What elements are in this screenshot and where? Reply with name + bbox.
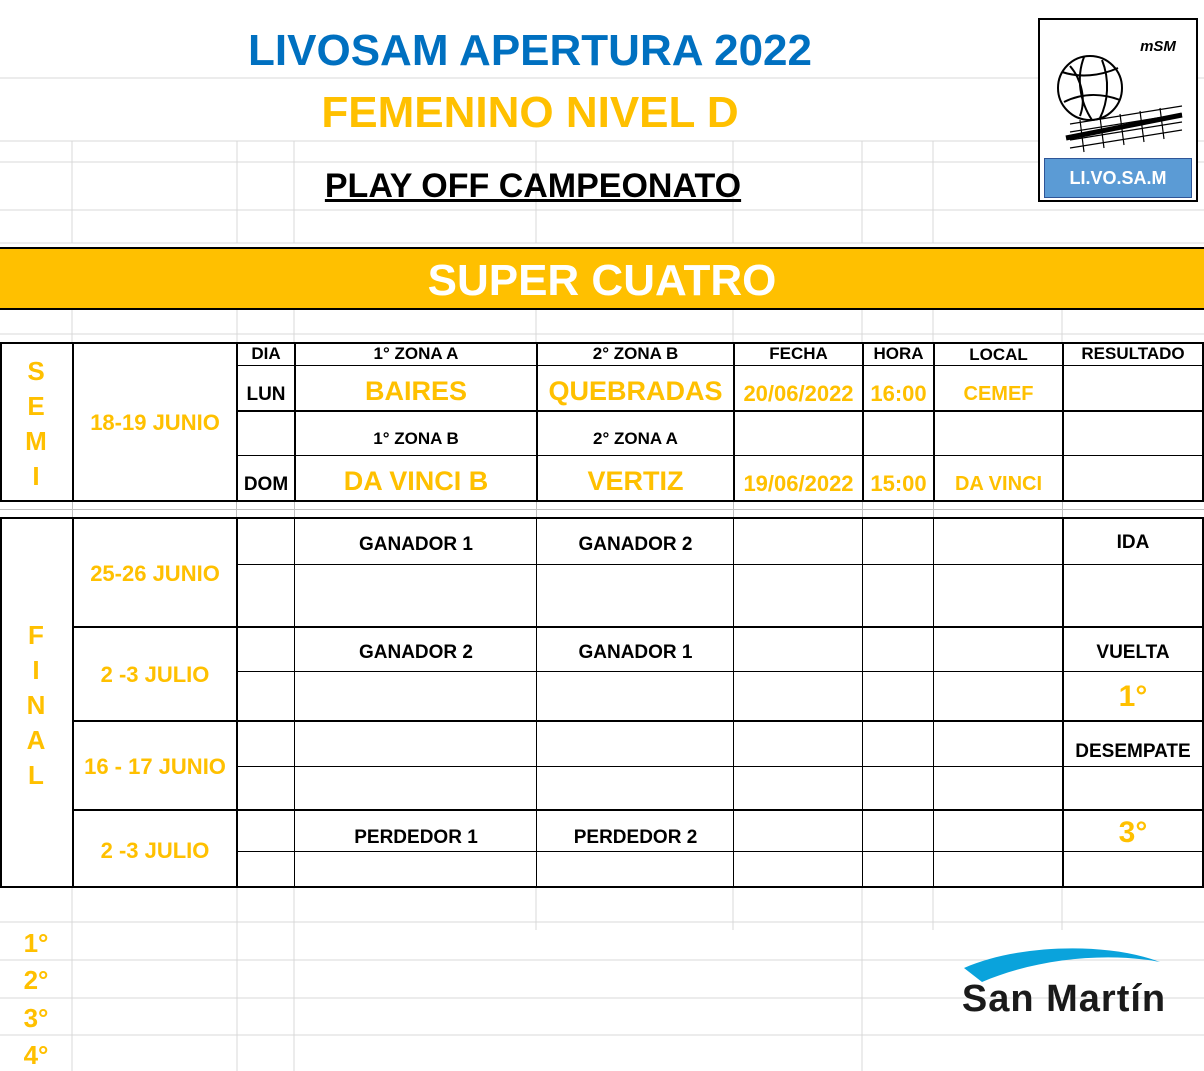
- standing-position: 1°: [23, 928, 49, 958]
- final-letter: L: [28, 760, 44, 790]
- semi-letter: M: [25, 426, 47, 456]
- col-local: LOCAL: [969, 345, 1028, 364]
- ida-result-label: IDA: [1116, 532, 1150, 553]
- match2-day: DOM: [243, 474, 289, 495]
- third-place-label: 3°: [1118, 816, 1148, 849]
- semi-letter: S: [27, 356, 45, 386]
- col-dia: DIA: [251, 344, 281, 363]
- col-fecha: FECHA: [769, 344, 828, 363]
- sponsor-logo: [928, 940, 1200, 1030]
- tercero-dates: 2 -3 JULIO: [100, 838, 210, 863]
- first-place-label: 1°: [1118, 680, 1148, 713]
- match2-local: DA VINCI: [954, 473, 1043, 495]
- desempate-result-label: DESEMPATE: [1075, 741, 1191, 762]
- match2-away-label: 2° ZONA A: [593, 429, 678, 448]
- match1-away-team: QUEBRADAS: [548, 376, 723, 406]
- semi-dates: 18-19 JUNIO: [90, 410, 220, 435]
- vuelta-home: GANADOR 2: [358, 642, 473, 663]
- page-subtitle: FEMENINO NIVEL D: [321, 88, 739, 137]
- match2-home-team: DA VINCI B: [343, 466, 489, 496]
- match2-fecha: 19/06/2022: [743, 471, 854, 496]
- section-title: PLAY OFF CAMPEONATO: [324, 167, 742, 205]
- match1-away-label: 2° ZONA B: [592, 344, 679, 363]
- vuelta-away: GANADOR 1: [578, 642, 693, 663]
- col-hora: HORA: [873, 344, 924, 363]
- ida-home: GANADOR 1: [358, 534, 473, 555]
- final-letter: A: [26, 725, 46, 755]
- semi-letter: E: [27, 391, 45, 421]
- league-logo: [1038, 18, 1198, 202]
- match2-hora: 15:00: [870, 471, 927, 496]
- ida-away: GANADOR 2: [578, 534, 693, 555]
- match1-hora: 16:00: [870, 381, 927, 406]
- match1-home-team: BAIRES: [364, 376, 467, 406]
- match2-away-team: VERTIZ: [587, 466, 684, 496]
- desempate-dates: 16 - 17 JUNIO: [84, 754, 226, 779]
- logo-mark: mSM: [1140, 38, 1176, 55]
- vuelta-dates: 2 -3 JULIO: [100, 662, 210, 687]
- match1-day: LUN: [246, 384, 286, 405]
- logo-label-box: [1044, 158, 1192, 198]
- match1-fecha: 20/06/2022: [743, 381, 854, 406]
- vuelta-result-label: VUELTA: [1096, 642, 1170, 663]
- page-title: LIVOSAM APERTURA 2022: [248, 26, 812, 75]
- tercero-home: PERDEDOR 1: [354, 827, 478, 848]
- col-resultado: RESULTADO: [1081, 344, 1185, 363]
- standing-position: 4°: [23, 1040, 49, 1070]
- final-letter: N: [26, 690, 46, 720]
- logo-label: LI.VO.SA.M: [1069, 168, 1167, 188]
- final-letter: F: [28, 620, 44, 650]
- match2-home-label: 1° ZONA B: [373, 429, 459, 448]
- match1-home-label: 1° ZONA A: [373, 344, 459, 363]
- sponsor-name: San Martín: [961, 978, 1167, 1020]
- ida-dates: 25-26 JUNIO: [90, 561, 220, 586]
- standing-position: 2°: [23, 965, 49, 995]
- super-cuatro-banner: [0, 247, 1204, 310]
- banner-label: SUPER CUATRO: [427, 256, 777, 305]
- match1-local: CEMEF: [963, 383, 1034, 405]
- semi-letter: I: [32, 461, 40, 491]
- standing-position: 3°: [23, 1003, 49, 1033]
- tercero-away: PERDEDOR 2: [573, 827, 698, 848]
- final-letter: I: [32, 655, 40, 685]
